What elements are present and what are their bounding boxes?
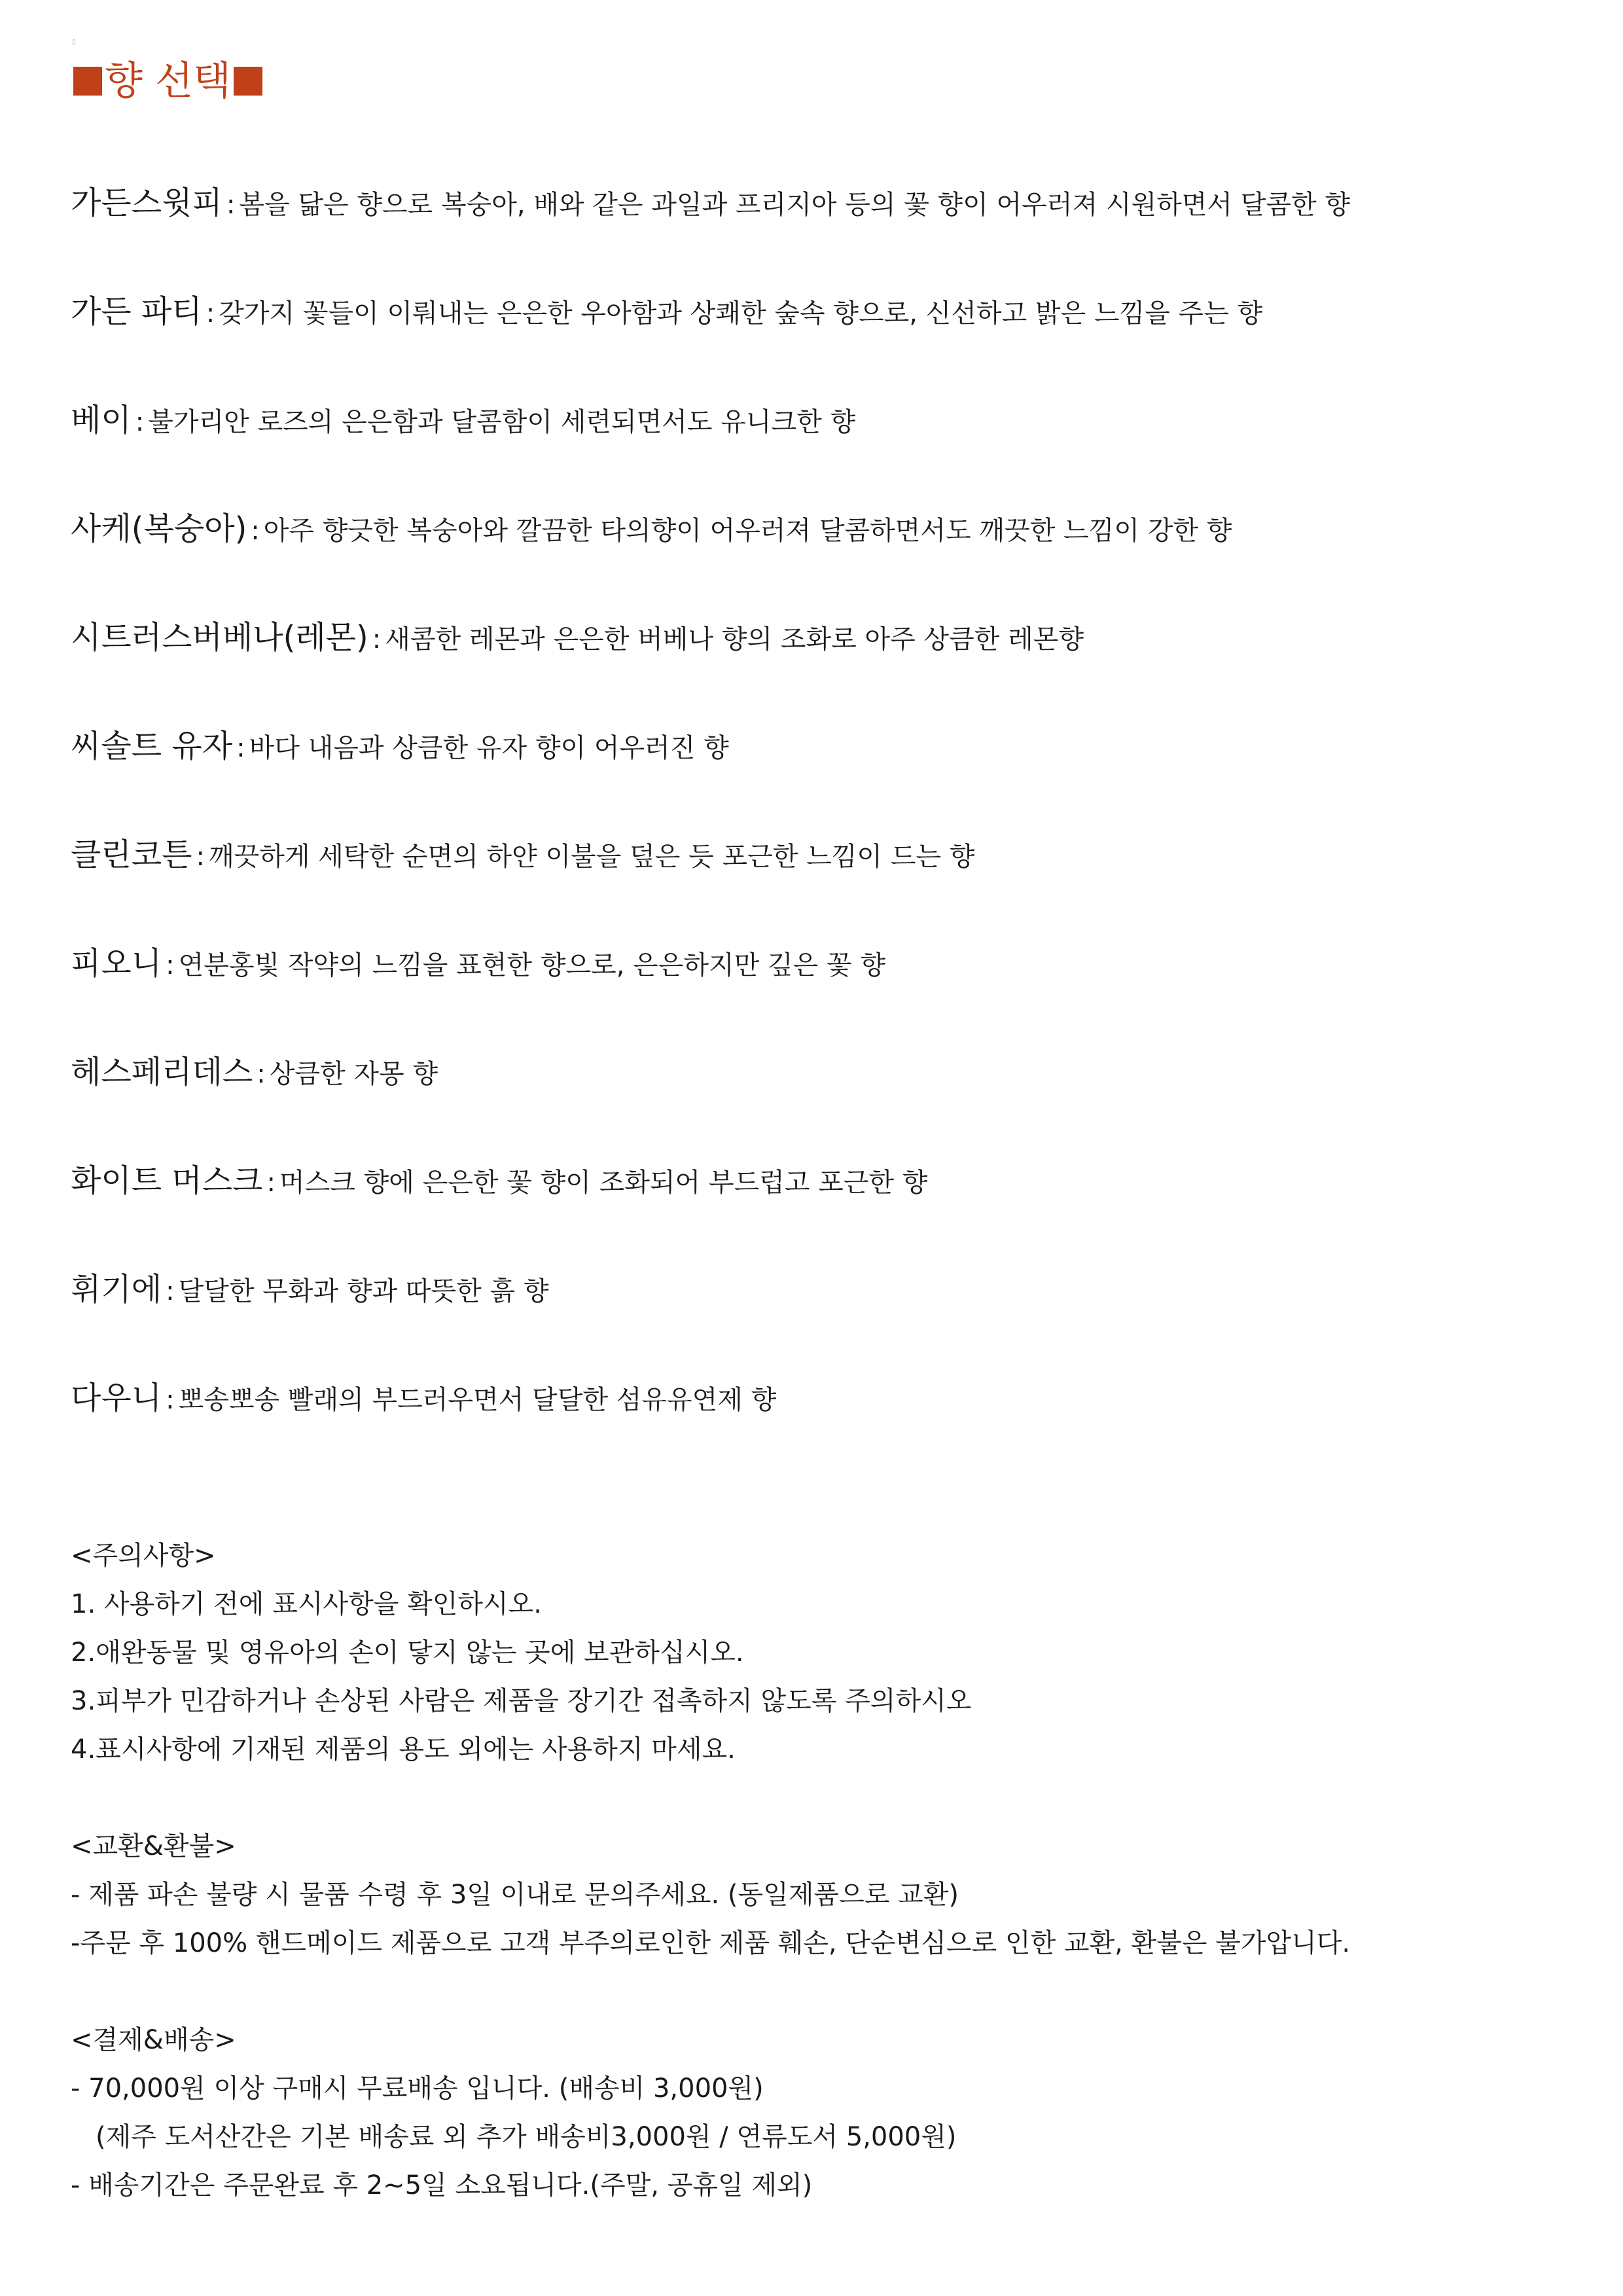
scent-separator: : [166,1276,175,1306]
scent-description: 아주 향긋한 복숭아와 깔끔한 타의향이 어우러져 달콤하면서도 깨끗한 느낌이 강한 향 [263,516,1232,546]
scent-item [71,292,1576,401]
scent-separator: : [372,624,382,655]
tiny-mark: ▯ [72,39,76,46]
notice-section [71,1532,1576,1774]
scent-name: 클린코튼 [71,836,192,873]
scent-item [71,944,1576,1052]
scent-description: 바다 내음과 상큼한 유자 향이 어우러진 향 [249,733,729,763]
square-bullet-icon [73,67,102,96]
scent-name: 휘기에 [71,1271,162,1308]
square-bullet-icon [234,67,262,96]
scent-description: 연분홍빛 작약의 느낌을 표현한 향으로, 은은하지만 깊은 꽃 향 [178,950,886,980]
scent-separator: : [166,1385,175,1415]
scent-name: 가든 파티 [71,293,202,330]
scent-name: 가든스윗피 [71,185,223,221]
scent-item [71,1161,1576,1270]
scent-name: 헤스페리데스 [71,1054,253,1090]
scent-separator: : [205,298,215,329]
scent-separator: : [166,950,175,980]
scent-description: 머스크 향에 은은한 꽃 향이 조화되어 부드럽고 포근한 향 [279,1168,928,1198]
notice-line: 1. 사용하기 전에 표시사항을 확인하시오. [71,1589,542,1619]
scent-description: 달달한 무화과 향과 따뜻한 흙 향 [178,1276,549,1306]
scent-name: 씨솔트 유자 [71,728,233,764]
scent-description: 새콤한 레몬과 은은한 버베나 향의 조화로 아주 상큼한 레몬향 [385,624,1084,655]
scent-separator: : [236,733,245,763]
scent-name: 시트러스버베나(레몬) [71,619,368,656]
scent-description: 깨끗하게 세탁한 순면의 하얀 이불을 덮은 듯 포근한 느낌이 드는 향 [208,842,975,872]
scent-item [71,726,1576,835]
notice-line: 3.피부가 민감하거나 손상된 사람은 제품을 장기간 접촉하지 않도록 주의하시오 [71,1686,972,1716]
scent-list [71,183,1576,1487]
scent-separator: : [266,1168,276,1198]
scent-name: 베이 [71,402,132,439]
scent-item [71,1270,1576,1378]
scent-separator: : [226,190,236,220]
notice-line: (제주 도서산간은 기본 배송료 외 추가 배송비3,000원 / 연류도서 5,000원) [96,2122,957,2152]
notices [71,1532,1576,2258]
scent-item [71,618,1576,726]
page-title-text: 향 선택 [105,58,231,104]
notice-line: - 제품 파손 불량 시 물품 수령 후 3일 이내로 문의주세요. (동일제품으로 교환) [71,1880,959,1910]
scent-description: 불가리안 로즈의 은은함과 달콤함이 세련되면서도 유니크한 향 [148,407,856,437]
scent-separator: : [135,407,145,437]
notice-line: 4.표시사항에 기재된 제품의 용도 외에는 사용하지 마세요. [71,1734,736,1765]
scent-separator: : [257,1059,266,1089]
notice-line: -주문 후 100% 핸드메이드 제품으로 고객 부주의로인한 제품 훼손, 단순변심으로 인한 교환, 환불은 불가압니다. [71,1928,1351,1958]
notice-line: - 70,000원 이상 구매시 무료배송 입니다. (배송비 3,000원) [71,2073,764,2104]
scent-name: 화이트 머스크 [71,1162,263,1199]
scent-item [71,835,1576,944]
notice-heading: <교환&환불> [71,1831,236,1861]
scent-item [71,401,1576,509]
notice-section [71,2016,1576,2210]
scent-separator: : [251,516,260,546]
notice-line: 2.애완동물 및 영유아의 손이 닿지 않는 곳에 보관하십시오. [71,1638,744,1668]
notice-heading: <주의사항> [71,1541,216,1571]
page-title [71,58,265,105]
scent-description: 상큼한 자몽 향 [269,1059,438,1089]
scent-name: 다우니 [71,1380,162,1416]
scent-description: 뽀송뽀송 빨래의 부드러우면서 달달한 섬유유연제 향 [178,1385,777,1415]
scent-item [71,1378,1576,1487]
scent-description: 봄을 닮은 향으로 복숭아, 배와 같은 과일과 프리지아 등의 꽃 향이 어우러져 시원하면서 달콤한 향 [239,190,1351,220]
scent-separator: : [196,842,205,872]
notice-line: - 배송기간은 주문완료 후 2~5일 소요됩니다.(주말, 공휴일 제외) [71,2170,813,2200]
notice-section [71,1822,1576,1967]
scent-item [71,1052,1576,1161]
scent-description: 갖가지 꽃들이 이뤄내는 은은한 우아함과 상쾌한 숲속 향으로, 신선하고 밝은 느낌을 주는 향 [219,298,1263,329]
notice-heading: <결제&배송> [71,2025,236,2055]
scent-item [71,509,1576,618]
scent-item [71,183,1576,292]
scent-name: 사케(복숭아) [71,511,247,547]
scent-name: 피오니 [71,945,162,982]
